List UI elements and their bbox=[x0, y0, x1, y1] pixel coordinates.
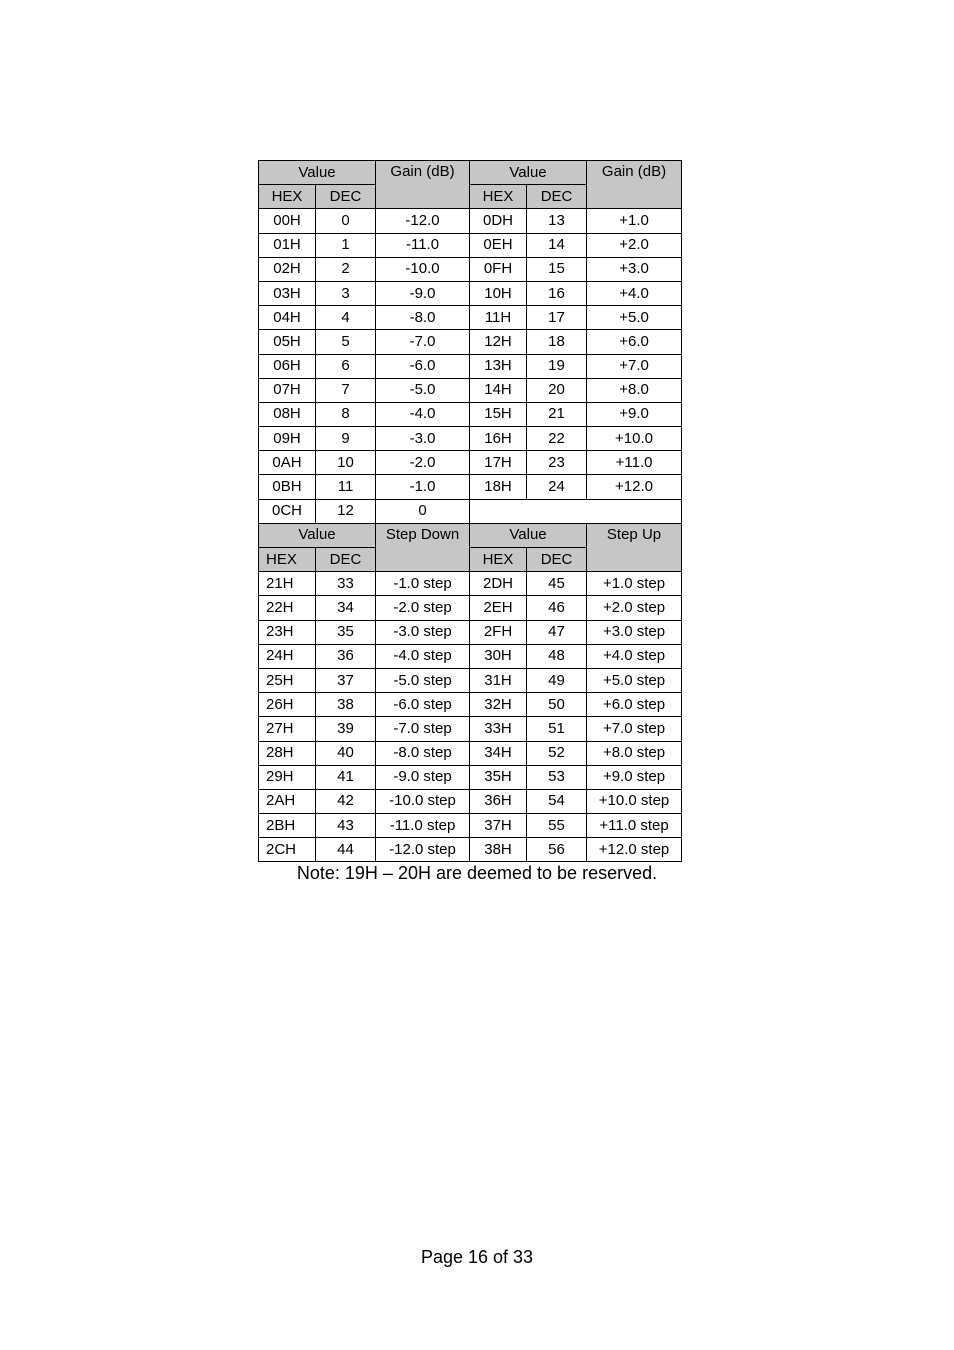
gain-row bbox=[259, 354, 682, 378]
step-up-value: +4.0 step bbox=[587, 644, 682, 668]
gain-header-gain-left: Gain (dB) bbox=[376, 161, 470, 209]
step-down-value: -9.0 step bbox=[376, 765, 470, 789]
step-hex-right: 2FH bbox=[470, 620, 527, 644]
step-row bbox=[259, 838, 682, 862]
step-header-dec-left: DEC bbox=[316, 548, 376, 572]
step-down-value: -12.0 step bbox=[376, 838, 470, 862]
gain-value-right: +2.0 bbox=[587, 233, 682, 257]
gain-dec-right: 15 bbox=[527, 257, 587, 281]
step-row bbox=[259, 668, 682, 692]
gain-hex-left: 0AH bbox=[259, 451, 316, 475]
step-hex-left: 27H bbox=[259, 717, 316, 741]
step-dec-left: 39 bbox=[316, 717, 376, 741]
gain-dec-right: 14 bbox=[527, 233, 587, 257]
step-down-value: -4.0 step bbox=[376, 644, 470, 668]
step-row bbox=[259, 814, 682, 838]
gain-value-left: -10.0 bbox=[376, 257, 470, 281]
gain-dec-right: 20 bbox=[527, 378, 587, 402]
step-row bbox=[259, 741, 682, 765]
step-dec-right: 45 bbox=[527, 572, 587, 596]
gain-hex-right: 0EH bbox=[470, 233, 527, 257]
step-row bbox=[259, 596, 682, 620]
gain-value-right: +1.0 bbox=[587, 209, 682, 233]
gain-dec-right: 19 bbox=[527, 354, 587, 378]
gain-dec-left: 11 bbox=[316, 475, 376, 499]
gain-hex-right: 17H bbox=[470, 451, 527, 475]
gain-value-right: +6.0 bbox=[587, 330, 682, 354]
step-up-value: +8.0 step bbox=[587, 741, 682, 765]
gain-row bbox=[259, 281, 682, 305]
step-down-value: -10.0 step bbox=[376, 789, 470, 813]
gain-row bbox=[259, 475, 682, 499]
gain-hex-right: 12H bbox=[470, 330, 527, 354]
gain-value-left: -3.0 bbox=[376, 427, 470, 451]
gain-hex-right: 15H bbox=[470, 402, 527, 426]
step-hex-left: 2AH bbox=[259, 789, 316, 813]
step-header-step-down: Step Down bbox=[376, 523, 470, 571]
step-up-value: +12.0 step bbox=[587, 838, 682, 862]
step-dec-right: 54 bbox=[527, 789, 587, 813]
gain-hex-right: 13H bbox=[470, 354, 527, 378]
step-up-value: +1.0 step bbox=[587, 572, 682, 596]
gain-value-left: -7.0 bbox=[376, 330, 470, 354]
gain-header-value-left: Value bbox=[259, 161, 376, 185]
step-dec-right: 50 bbox=[527, 693, 587, 717]
step-row bbox=[259, 620, 682, 644]
gain-dec-left: 8 bbox=[316, 402, 376, 426]
gain-header-value-right: Value bbox=[470, 161, 587, 185]
gain-hex-left: 04H bbox=[259, 306, 316, 330]
gain-dec-right: 13 bbox=[527, 209, 587, 233]
gain-dec-left: 2 bbox=[316, 257, 376, 281]
gain-dec-left: 12 bbox=[316, 499, 376, 523]
gain-dec-left: 3 bbox=[316, 281, 376, 305]
gain-hex-left: 0CH bbox=[259, 499, 316, 523]
step-header-step-up: Step Up bbox=[587, 523, 682, 571]
gain-hex-right: 0DH bbox=[470, 209, 527, 233]
gain-value-left: -6.0 bbox=[376, 354, 470, 378]
step-row bbox=[259, 789, 682, 813]
gain-value-left: -12.0 bbox=[376, 209, 470, 233]
gain-dec-left: 9 bbox=[316, 427, 376, 451]
gain-value-left: -8.0 bbox=[376, 306, 470, 330]
gain-value-right: +9.0 bbox=[587, 402, 682, 426]
step-down-value: -5.0 step bbox=[376, 668, 470, 692]
gain-dec-left: 4 bbox=[316, 306, 376, 330]
step-up-value: +9.0 step bbox=[587, 765, 682, 789]
step-hex-left: 22H bbox=[259, 596, 316, 620]
gain-value-left: 0 bbox=[376, 499, 470, 523]
gain-dec-right: 21 bbox=[527, 402, 587, 426]
gain-value-left: -9.0 bbox=[376, 281, 470, 305]
step-dec-left: 35 bbox=[316, 620, 376, 644]
step-dec-left: 43 bbox=[316, 814, 376, 838]
gain-dec-left: 7 bbox=[316, 378, 376, 402]
gain-dec-left: 1 bbox=[316, 233, 376, 257]
step-hex-left: 21H bbox=[259, 572, 316, 596]
step-dec-right: 47 bbox=[527, 620, 587, 644]
gain-header-row-1 bbox=[259, 161, 682, 185]
step-header-value-right: Value bbox=[470, 523, 587, 547]
gain-hex-right: 11H bbox=[470, 306, 527, 330]
step-dec-left: 44 bbox=[316, 838, 376, 862]
gain-hex-left: 00H bbox=[259, 209, 316, 233]
gain-hex-right: 10H bbox=[470, 281, 527, 305]
gain-value-right: +11.0 bbox=[587, 451, 682, 475]
step-up-value: +6.0 step bbox=[587, 693, 682, 717]
step-dec-right: 52 bbox=[527, 741, 587, 765]
step-up-value: +7.0 step bbox=[587, 717, 682, 741]
page-number: Page 16 of 33 bbox=[420, 1247, 534, 1267]
step-row bbox=[259, 644, 682, 668]
step-hex-right: 34H bbox=[470, 741, 527, 765]
gain-row bbox=[259, 427, 682, 451]
gain-dec-right: 18 bbox=[527, 330, 587, 354]
step-down-value: -8.0 step bbox=[376, 741, 470, 765]
gain-header-gain-right: Gain (dB) bbox=[587, 161, 682, 209]
gain-row bbox=[259, 233, 682, 257]
gain-value-right: +4.0 bbox=[587, 281, 682, 305]
gain-hex-right: 14H bbox=[470, 378, 527, 402]
step-hex-left: 24H bbox=[259, 644, 316, 668]
gain-hex-left: 03H bbox=[259, 281, 316, 305]
gain-table bbox=[258, 160, 682, 862]
gain-header-hex-right: HEX bbox=[470, 185, 527, 209]
step-hex-right: 31H bbox=[470, 668, 527, 692]
step-dec-left: 42 bbox=[316, 789, 376, 813]
step-up-value: +5.0 step bbox=[587, 668, 682, 692]
gain-value-right: +7.0 bbox=[587, 354, 682, 378]
gain-dec-left: 6 bbox=[316, 354, 376, 378]
step-down-value: -6.0 step bbox=[376, 693, 470, 717]
step-dec-right: 46 bbox=[527, 596, 587, 620]
gain-header-dec-right: DEC bbox=[527, 185, 587, 209]
step-header-hex-right: HEX bbox=[470, 548, 527, 572]
step-up-value: +2.0 step bbox=[587, 596, 682, 620]
gain-dec-left: 10 bbox=[316, 451, 376, 475]
gain-row bbox=[259, 330, 682, 354]
gain-last-row bbox=[259, 499, 682, 523]
gain-hex-left: 01H bbox=[259, 233, 316, 257]
step-row bbox=[259, 693, 682, 717]
gain-hex-left: 08H bbox=[259, 402, 316, 426]
gain-row bbox=[259, 306, 682, 330]
reserved-note: Note: 19H – 20H are deemed to be reserved. bbox=[296, 863, 658, 883]
step-row bbox=[259, 717, 682, 741]
step-dec-left: 41 bbox=[316, 765, 376, 789]
step-down-value: -11.0 step bbox=[376, 814, 470, 838]
step-header-value-left: Value bbox=[259, 523, 376, 547]
step-dec-left: 37 bbox=[316, 668, 376, 692]
gain-value-right: +3.0 bbox=[587, 257, 682, 281]
gain-hex-left: 0BH bbox=[259, 475, 316, 499]
gain-dec-right: 23 bbox=[527, 451, 587, 475]
gain-hex-left: 09H bbox=[259, 427, 316, 451]
gain-row bbox=[259, 451, 682, 475]
gain-value-right: +5.0 bbox=[587, 306, 682, 330]
step-down-value: -3.0 step bbox=[376, 620, 470, 644]
step-hex-right: 32H bbox=[470, 693, 527, 717]
step-dec-right: 51 bbox=[527, 717, 587, 741]
step-row bbox=[259, 572, 682, 596]
gain-dec-left: 0 bbox=[316, 209, 376, 233]
step-dec-left: 34 bbox=[316, 596, 376, 620]
step-down-value: -7.0 step bbox=[376, 717, 470, 741]
gain-dec-left: 5 bbox=[316, 330, 376, 354]
gain-row bbox=[259, 402, 682, 426]
gain-value-left: -5.0 bbox=[376, 378, 470, 402]
step-hex-left: 23H bbox=[259, 620, 316, 644]
gain-dec-right: 16 bbox=[527, 281, 587, 305]
step-hex-left: 2BH bbox=[259, 814, 316, 838]
gain-row bbox=[259, 378, 682, 402]
step-hex-right: 37H bbox=[470, 814, 527, 838]
empty-cell bbox=[470, 499, 682, 523]
gain-dec-right: 24 bbox=[527, 475, 587, 499]
gain-table-body bbox=[259, 161, 682, 862]
step-dec-right: 53 bbox=[527, 765, 587, 789]
gain-hex-right: 0FH bbox=[470, 257, 527, 281]
step-hex-left: 26H bbox=[259, 693, 316, 717]
gain-dec-right: 22 bbox=[527, 427, 587, 451]
step-up-value: +11.0 step bbox=[587, 814, 682, 838]
gain-header-dec-left: DEC bbox=[316, 185, 376, 209]
gain-row bbox=[259, 209, 682, 233]
step-hex-left: 25H bbox=[259, 668, 316, 692]
gain-row bbox=[259, 257, 682, 281]
step-header-dec-right: DEC bbox=[527, 548, 587, 572]
gain-hex-left: 07H bbox=[259, 378, 316, 402]
step-dec-left: 36 bbox=[316, 644, 376, 668]
step-dec-left: 33 bbox=[316, 572, 376, 596]
step-hex-right: 35H bbox=[470, 765, 527, 789]
step-hex-left: 2CH bbox=[259, 838, 316, 862]
gain-value-left: -11.0 bbox=[376, 233, 470, 257]
step-down-value: -2.0 step bbox=[376, 596, 470, 620]
step-dec-left: 40 bbox=[316, 741, 376, 765]
gain-dec-right: 17 bbox=[527, 306, 587, 330]
gain-value-left: -1.0 bbox=[376, 475, 470, 499]
step-hex-right: 36H bbox=[470, 789, 527, 813]
gain-value-right: +8.0 bbox=[587, 378, 682, 402]
step-down-value: -1.0 step bbox=[376, 572, 470, 596]
step-dec-left: 38 bbox=[316, 693, 376, 717]
step-hex-right: 2EH bbox=[470, 596, 527, 620]
gain-value-right: +12.0 bbox=[587, 475, 682, 499]
step-dec-right: 56 bbox=[527, 838, 587, 862]
step-dec-right: 49 bbox=[527, 668, 587, 692]
step-hex-left: 29H bbox=[259, 765, 316, 789]
gain-hex-right: 18H bbox=[470, 475, 527, 499]
gain-hex-left: 05H bbox=[259, 330, 316, 354]
step-row bbox=[259, 765, 682, 789]
step-hex-left: 28H bbox=[259, 741, 316, 765]
gain-value-right: +10.0 bbox=[587, 427, 682, 451]
step-hex-right: 33H bbox=[470, 717, 527, 741]
step-up-value: +10.0 step bbox=[587, 789, 682, 813]
step-dec-right: 55 bbox=[527, 814, 587, 838]
step-hex-right: 30H bbox=[470, 644, 527, 668]
gain-header-hex-left: HEX bbox=[259, 185, 316, 209]
gain-value-left: -4.0 bbox=[376, 402, 470, 426]
gain-value-left: -2.0 bbox=[376, 451, 470, 475]
step-header-row-1 bbox=[259, 523, 682, 547]
gain-hex-right: 16H bbox=[470, 427, 527, 451]
gain-hex-left: 06H bbox=[259, 354, 316, 378]
step-dec-right: 48 bbox=[527, 644, 587, 668]
step-up-value: +3.0 step bbox=[587, 620, 682, 644]
gain-hex-left: 02H bbox=[259, 257, 316, 281]
step-hex-right: 2DH bbox=[470, 572, 527, 596]
step-header-hex-left: HEX bbox=[259, 548, 316, 572]
step-hex-right: 38H bbox=[470, 838, 527, 862]
